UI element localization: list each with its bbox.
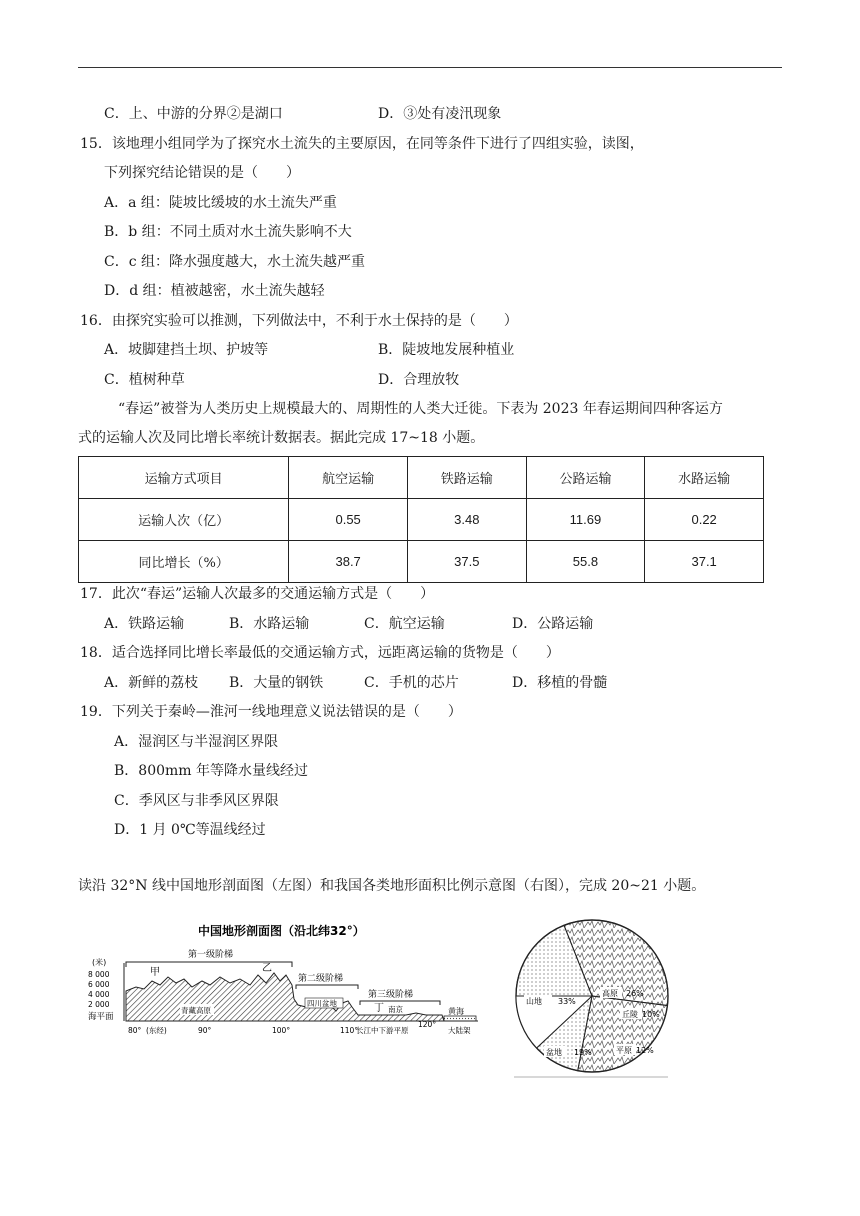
pie-slice-plateau [578,996,668,1072]
table-cell: 37.5 [407,541,526,583]
q15-option-d[interactable]: D．d 组：植被越密，水土流失越轻 [104,283,325,299]
table-header-cell: 航空运输 [289,457,408,499]
q16-option-b[interactable]: B．陡坡地发展种植业 [378,342,515,358]
pie-pct-plateau: 26% [626,989,644,998]
q19-option-c[interactable]: C．季风区与非季风区界限 [114,793,279,809]
pie-label-hills: 丘陵 [622,1010,638,1019]
profile-xtick: 100° [272,1026,291,1035]
passage-line2: 式的运输人次及同比增长率统计数据表。据此完成 17~18 小题。 [78,430,485,446]
table-row [79,499,764,541]
q15-option-c[interactable]: C．c 组：降水强度越大，水土流失越严重 [104,254,366,270]
profile-yellow-sea: 黄海 [448,1007,464,1016]
profile-step1: 第一级阶梯 [188,950,234,960]
profile-xtick: 120° [418,1020,437,1029]
table-header-row [79,457,764,499]
q16-option-d[interactable]: D．合理放牧 [378,372,460,388]
table-cell: 38.7 [289,541,408,583]
q15-stem-line1: 15．该地理小组同学为了探究水土流失的主要原因，在同等条件下进行了四组实验，读图， [80,136,644,152]
table-header-cell: 运输方式项目 [79,457,289,499]
q20-intro: 读沿 32°N 线中国地形剖面图（左图）和我国各类地形面积比例示意图（右图），完成 20~21 小题。 [78,878,706,894]
table-header-cell: 水路运输 [645,457,764,499]
q18-option-a[interactable]: A．新鲜的荔枝 [104,675,199,691]
profile-xtick: 110° [340,1026,359,1035]
table-cell: 11.69 [526,499,645,541]
q16-option-c[interactable]: C．植树种草 [104,372,185,388]
pie-label-plateau: 高原 [602,989,618,998]
table-cell: 运输人次（亿） [79,499,289,541]
yellow-sea-area [444,1016,476,1021]
pie-label-plain: 平原 [616,1046,632,1055]
q19-stem: 19．下列关于秦岭—淮河一线地理意义说法错误的是（ ） [80,704,462,720]
table-cell: 同比增长（%） [79,541,289,583]
profile-plateau: 青藏高原 [181,1006,211,1015]
passage-line1: “春运”被誉为人类历史上规模最大的、周期性的人类大迁徙。下表为 2023 年春运期间四种客运方 [118,401,723,417]
table-header-cell: 铁路运输 [407,457,526,499]
table-cell: 37.1 [645,541,764,583]
q16-option-a[interactable]: A．坡脚建挡土坝、护坡等 [104,342,269,358]
q15-option-a[interactable]: A．a 组：陡坡比缓坡的水土流失严重 [104,195,337,211]
q19-option-a[interactable]: A．湿润区与半湿润区界限 [114,734,279,750]
profile-unit: (米) [92,958,107,967]
q17-option-b[interactable]: B．水路运输 [229,616,310,632]
profile-nanjing: 南京 [388,1005,403,1014]
q18-option-c[interactable]: C．手机的芯片 [364,675,459,691]
pie-pct-hills: 10% [642,1010,660,1019]
q17-option-a[interactable]: A．铁路运输 [104,616,185,632]
table-header-cell: 公路运输 [526,457,645,499]
q17-stem: 17．此次“春运”运输人次最多的交通运输方式是（ ） [80,586,435,602]
profile-plain: 长江中下游平原 [356,1026,409,1035]
header-rule [78,67,782,68]
pie-pct-mountain: 33% [558,997,576,1006]
q19-option-b[interactable]: B．800mm 年等降水量线经过 [114,763,309,779]
q14-option-d[interactable]: D．③处有凌汛现象 [378,106,502,122]
q17-option-c[interactable]: C．航空运输 [364,616,445,632]
table-cell: 0.55 [289,499,408,541]
pie-pct-basin: 19% [574,1048,592,1057]
profile-ytick: 4 000 [88,990,110,999]
profile-label-yi: 乙 [262,963,272,974]
profile-shelf: 大陆架 [448,1026,471,1035]
q15-stem-line2: 下列探究结论错误的是（ ） [104,165,300,181]
profile-title: 中国地形剖面图（沿北纬32°） [198,924,365,938]
step2-bracket [296,985,358,989]
pie-label-mountain: 山地 [526,997,542,1006]
profile-xtick-unit: (东经) [146,1026,167,1035]
q15-option-b[interactable]: B．b 组：不同土质对水土流失影响不大 [104,224,352,240]
q16-stem: 16．由探究实验可以推测，下列做法中，不利于水土保持的是（ ） [80,313,518,329]
profile-ytick: 2 000 [88,1000,110,1009]
terrain-profile-figure [86,915,486,1075]
profile-xtick: 90° [198,1026,212,1035]
profile-step3: 第三级阶梯 [368,990,414,1000]
profile-xtick: 80° [128,1026,142,1035]
table-cell: 0.22 [645,499,764,541]
q18-option-b[interactable]: B．大量的钢铁 [229,675,324,691]
landform-pie-figure [514,912,674,1082]
q18-option-d[interactable]: D．移植的骨髓 [512,675,608,691]
profile-step2: 第二级阶梯 [298,974,344,984]
q19-option-d[interactable]: D．1 月 0℃等温线经过 [114,822,266,838]
table-cell: 3.48 [407,499,526,541]
q17-option-d[interactable]: D．公路运输 [512,616,594,632]
profile-basin: 四川盆地 [307,999,337,1008]
table-row [79,541,764,583]
transport-table [78,456,764,583]
q14-option-c[interactable]: C．上、中游的分界②是湖口 [104,106,283,122]
profile-label-ding: 丁 [374,1003,384,1014]
profile-ytick: 6 000 [88,980,110,989]
q18-stem: 18．适合选择同比增长率最低的交通运输方式，远距离运输的货物是（ ） [80,645,560,661]
profile-sea-level: 海平面 [88,1012,114,1022]
table-cell: 55.8 [526,541,645,583]
pie-label-basin: 盆地 [546,1048,562,1057]
pie-pct-plain: 12% [636,1046,654,1055]
profile-label-jia: 甲 [150,967,160,978]
profile-ytick: 8 000 [88,970,110,979]
